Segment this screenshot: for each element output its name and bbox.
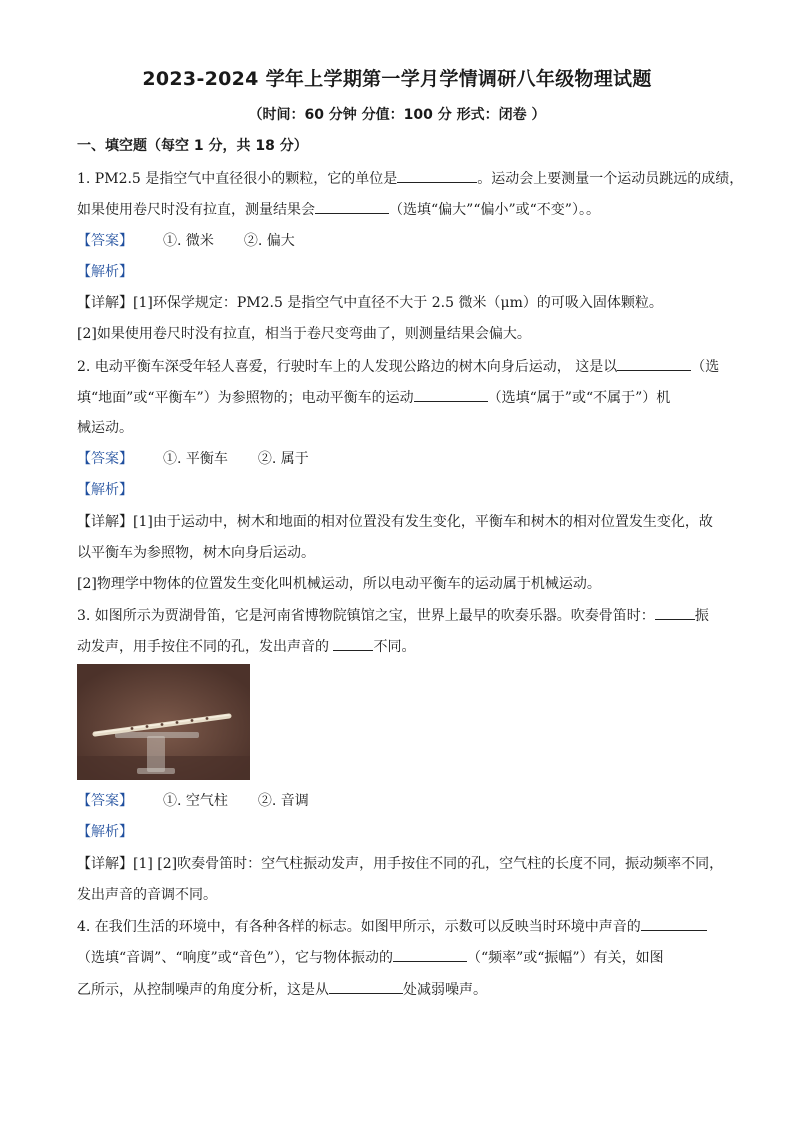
answer-label: 【答案】 bbox=[77, 233, 133, 249]
analysis-label: 【解析】 bbox=[77, 264, 133, 280]
question-4-line-2: （选填“音调”、“响度”或“音色”），它与物体振动的 （“频率”或“振幅”）有关，如图 bbox=[77, 947, 727, 968]
answer-blank bbox=[315, 199, 389, 214]
detail-2-line-1: 【详解】[1]由于运动中，树木和地面的相对位置没有发生变化，平衡车和树木的相对位置发生变化，故 bbox=[77, 514, 713, 530]
question-3-line-1: 3. 如图所示为贾湖骨笛，它是河南省博物院镇馆之宝，世界上最早的吹奏乐器。吹奏骨笛时： 振 bbox=[77, 605, 727, 626]
question-4-line-3: 乙所示，从控制噪声的角度分析，这是从 处减弱噪声。 bbox=[77, 979, 727, 1000]
detail-3-line-2: 发出声音的音调不同。 bbox=[77, 887, 217, 903]
detail-1-line-2: [2]如果使用卷尺时没有拉直，相当于卷尺变弯曲了，则测量结果会偏大。 bbox=[77, 326, 531, 342]
detail-label: 【详解】 bbox=[77, 295, 133, 311]
analysis-label: 【解析】 bbox=[77, 482, 133, 498]
answer-blank bbox=[397, 168, 477, 183]
bone-flute-photo bbox=[77, 664, 250, 780]
detail-3-line-1: 【详解】[1] [2]吹奏骨笛时：空气柱振动发声，用手按住不同的孔，空气柱的长度不同，振动频率不同， bbox=[77, 856, 724, 872]
question-1-line-1: 1. PM2.5 是指空气中直径很小的颗粒，它的单位是 。运动会上要测量一个运动员跳远的成绩， bbox=[77, 168, 727, 189]
question-2-line-2: 填“地面”或“平衡车”）为参照物的；电动平衡车的运动 （选填“属于”或“不属于”）机 bbox=[77, 387, 727, 408]
detail-1-line-1: 【详解】[1]环保学规定：PM2.5 是指空气中直径不大于 2.5 微米（μm）的可吸入固体颗粒。 bbox=[77, 295, 663, 311]
detail-2-line-3: [2]物理学中物体的位置发生变化叫机械运动，所以电动平衡车的运动属于机械运动。 bbox=[77, 576, 601, 592]
answer-label: 【答案】 bbox=[77, 451, 133, 467]
answer-row-2: 【答案】 ①. 平衡车 ②. 属于 bbox=[77, 451, 309, 467]
analysis-label: 【解析】 bbox=[77, 824, 133, 840]
bone-flute-illustration bbox=[77, 664, 250, 780]
detail-label: 【详解】 bbox=[77, 856, 133, 872]
answer-blank bbox=[393, 947, 467, 962]
detail-2-line-2: 以平衡车为参照物，树木向身后运动。 bbox=[77, 545, 315, 561]
question-1-line-2: 如果使用卷尺时没有拉直，测量结果会 （选填“偏大”“偏小”或“不变”）。。 bbox=[77, 199, 727, 220]
answer-blank bbox=[655, 605, 695, 620]
answer-row-3: 【答案】 ①. 空气柱 ②. 音调 bbox=[77, 793, 309, 809]
answer-blank bbox=[641, 916, 707, 931]
section-heading: 一、填空题（每空 1 分，共 18 分） bbox=[77, 138, 308, 154]
answer-label: 【答案】 bbox=[77, 793, 133, 809]
question-2-line-1: 2. 电动平衡车深受年轻人喜爱，行驶时车上的人发现公路边的树木向身后运动， 这是以 （选 bbox=[77, 356, 727, 377]
answer-blank bbox=[617, 356, 691, 371]
answer-blank bbox=[333, 636, 373, 651]
question-4-line-1: 4. 在我们生活的环境中，有各种各样的标志。如图甲所示，示数可以反映当时环境中声音的 bbox=[77, 916, 727, 937]
answer-row-1: 【答案】 ①. 微米 ②. 偏大 bbox=[77, 233, 295, 249]
answer-blank bbox=[414, 387, 488, 402]
detail-label: 【详解】 bbox=[77, 514, 133, 530]
question-3-line-2: 动发声，用手按住不同的孔，发出声音的 不同。 bbox=[77, 636, 727, 657]
exam-info: （时间：60 分钟 分值：100 分 形式：闭卷 ） bbox=[248, 107, 546, 123]
page-title: 2023-2024 学年上学期第一学月学情调研八年级物理试题 bbox=[142, 68, 652, 90]
question-2-line-3: 械运动。 bbox=[77, 420, 133, 436]
answer-blank bbox=[329, 979, 403, 994]
